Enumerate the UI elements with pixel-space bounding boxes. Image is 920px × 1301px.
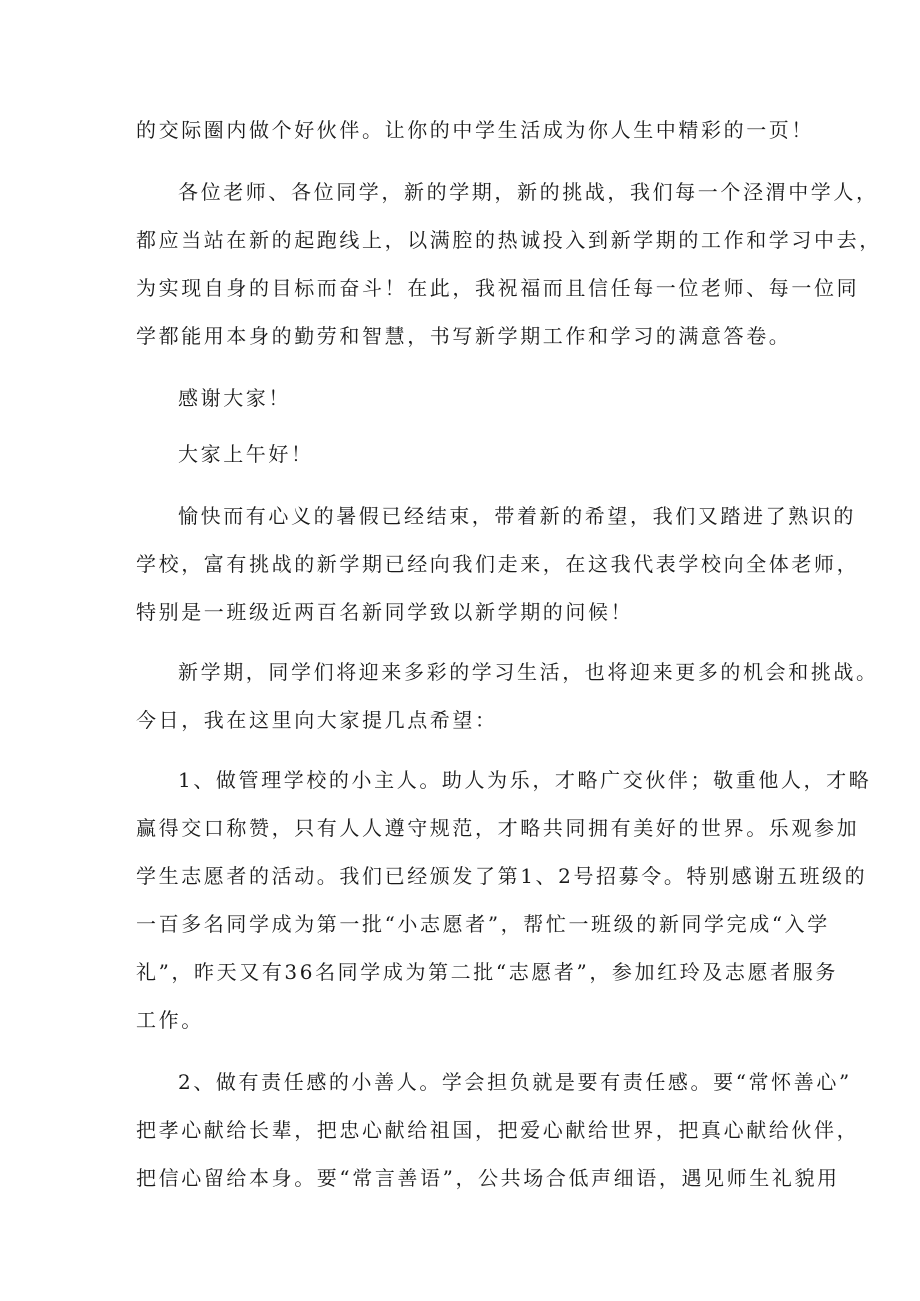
text-line: 工作。 [136,1008,204,1032]
text-line: 把孝心献给长辈，把忠心献给祖国，把爱心献给世界，把真心献给伙伴， [136,1118,860,1142]
text-line: 各位老师、各位同学，新的学期，新的挑战，我们每一个泾渭中学人， [178,180,879,204]
text-line: 礼”，昨天又有36名同学成为第二批“志愿者”，参加红玲及志愿者服务 [136,960,838,984]
text-line: 今日，我在这里向大家提几点希望： [136,708,498,732]
text-line: 学校，富有挑战的新学期已经向我们走来，在这我代表学校向全体老师， [136,552,860,576]
text-line: 2、做有责任感的小善人。学会担负就是要有责任感。要“常怀善心” [178,1070,852,1094]
text-line: 特别是一班级近两百名新同学致以新学期的问候！ [136,600,634,624]
text-line: 学都能用本身的勤劳和智慧，书写新学期工作和学习的满意答卷。 [136,324,792,348]
text-line: 赢得交口称赞，只有人人遵守规范，才略共同拥有美好的世界。乐观参加 [136,816,860,840]
text-line: 的交际圈内做个好伙伴。让你的中学生活成为你人生中精彩的一页！ [136,118,814,142]
text-line: 为实现自身的目标而奋斗！在此，我祝福而且信任每一位老师、每一位同 [136,276,860,300]
text-line: 感谢大家！ [178,386,291,410]
text-line: 1、做管理学校的小主人。助人为乐，才略广交伙伴；敬重他人，才略 [178,768,872,792]
text-line: 新学期，同学们将迎来多彩的学习生活，也将迎来更多的机会和挑战。 [178,660,879,684]
text-line: 都应当站在新的起跑线上，以满腔的热诚投入到新学期的工作和学习中去， [136,228,882,252]
text-line: 把信心留给本身。要“常言善语”，公共场合低声细语，遇见师生礼貌用 [136,1166,840,1190]
text-line: 学生志愿者的活动。我们已经颁发了第1、2号招募令。特别感谢五班级的 [136,864,868,888]
text-line: 一百多名同学成为第一批“小志愿者”，帮忙一班级的新同学完成“入学 [136,912,830,936]
text-line: 大家上午好！ [178,442,314,466]
text-line: 愉快而有心义的暑假已经结束，带着新的希望，我们又踏进了熟识的 [178,504,856,528]
